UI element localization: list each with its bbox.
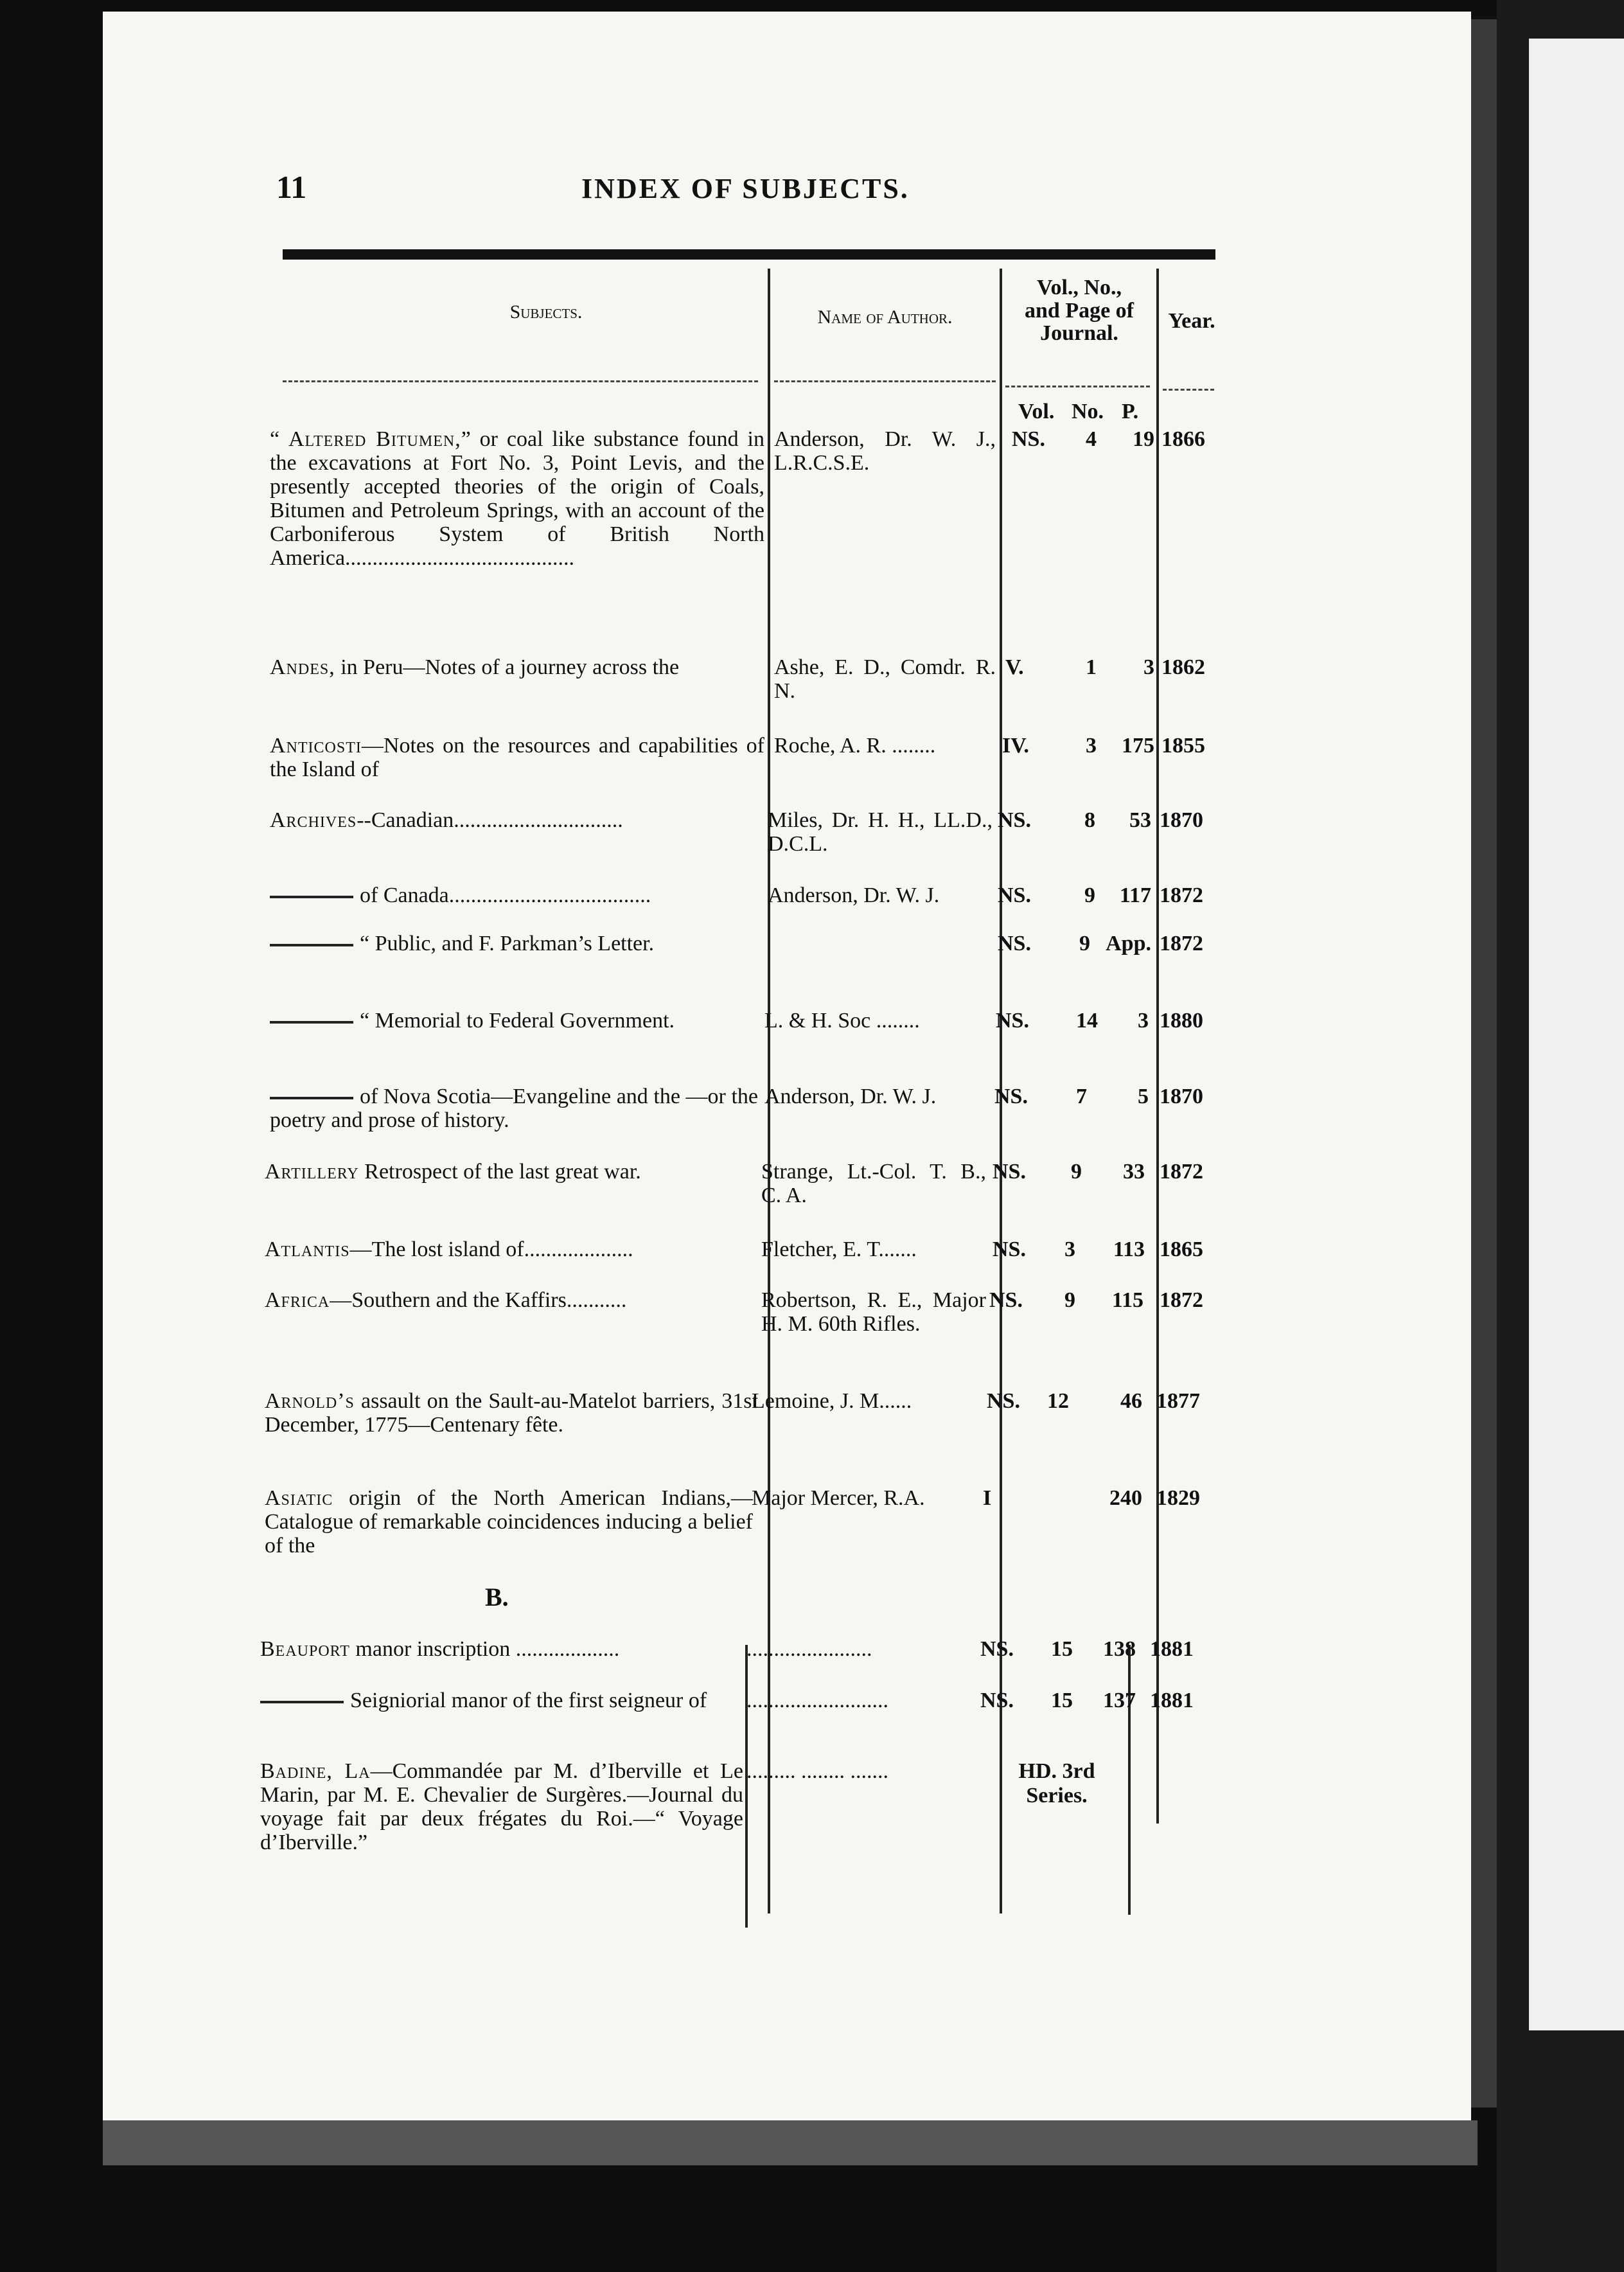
index-entry-year: 1872 [1160, 1160, 1203, 1184]
index-entry-number: 15 [1051, 1689, 1073, 1712]
ditto-dash [270, 944, 353, 946]
page-edge-shadow [1471, 19, 1497, 2108]
index-entry-page: 117 [1119, 883, 1151, 907]
column-divider-lower-author [745, 1645, 748, 1928]
subject-keyword: Andes, [270, 655, 335, 679]
subject-text: origin of the North American Indians,—Catalogue of remarkable coincidences inducing a belief of the [265, 1486, 753, 1558]
index-entry-series: NS. [998, 883, 1031, 907]
subject-text: ” or coal like substance found in the excavations at Fort No. 3, Point Levis, and the presently accepted theories of the origin of Coals, Bitumen and Petroleum Springs, with an account of the Carboniferous System of British North America.......................................... [270, 427, 764, 570]
index-entry-series: NS. [993, 1238, 1026, 1261]
index-entry-number: 9 [1084, 883, 1095, 907]
index-entry-page: 46 [1120, 1389, 1142, 1413]
subject-text: in Peru—Notes of a journey across the [335, 655, 680, 679]
column-divider-year [1156, 269, 1159, 1824]
index-entry-series: NS. [994, 1085, 1028, 1108]
index-entry-number: 9 [1071, 1160, 1082, 1184]
subject-text: assault on the Sault-au-Matelot barriers, 31st December, 1775—Centenary fête. [265, 1389, 758, 1437]
index-entry-number: 15 [1051, 1637, 1073, 1661]
column-header-vol-line2: and Page of [1025, 298, 1134, 323]
index-entry-author: Miles, Dr. H. H., LL.D., D.C.L. [768, 808, 993, 856]
index-entry-year: 1877 [1156, 1389, 1200, 1413]
column-header-subjects: Subjects. [509, 301, 583, 323]
index-entry-subject [270, 734, 764, 781]
index-entry-subject [270, 932, 764, 955]
running-title: INDEX OF SUBJECTS. [581, 173, 910, 204]
header-dashed-rule [1005, 386, 1150, 387]
index-entry-year: 1855 [1161, 734, 1205, 758]
index-entry-subject [265, 1486, 753, 1558]
column-divider-lower-vol [1128, 1645, 1131, 1915]
index-entry-series: NS. [998, 808, 1031, 832]
index-entry-year: 1870 [1160, 1085, 1203, 1108]
ditto-dash [270, 1021, 353, 1024]
index-entry-year: 1872 [1160, 883, 1203, 907]
column-header-vol-line1: Vol., No., [1037, 276, 1122, 299]
index-entry-subject [265, 1160, 758, 1184]
index-entry-author: Anderson, Dr. W. J., L.R.C.S.E. [774, 427, 996, 475]
index-entry-number: 14 [1076, 1009, 1098, 1033]
index-entry-author: Strange, Lt.-Col. T. B., C. A. [761, 1160, 986, 1207]
index-entry-series: NS. [993, 1160, 1026, 1184]
index-entry-page: 5 [1138, 1085, 1149, 1108]
index-entry-page: 240 [1109, 1486, 1142, 1510]
subject-keyword: Arnold’s [265, 1389, 355, 1413]
column-header-vol [1002, 276, 1156, 345]
index-entry-year: 1870 [1160, 808, 1203, 832]
index-entry-number: 7 [1076, 1085, 1087, 1108]
subject-keyword: Beauport [260, 1637, 350, 1661]
index-entry-author: Robertson, R. E., Major H. M. 60th Rifles. [761, 1288, 986, 1336]
index-entry-subject [270, 1009, 758, 1033]
index-entry-number: 9 [1064, 1288, 1075, 1312]
section-heading-b: B. [485, 1583, 509, 1611]
subject-text: of Canada..................................... [360, 883, 651, 907]
subject-text: —Southern and the Kaffirs........... [330, 1288, 627, 1312]
index-entry-series: NS. [998, 932, 1031, 955]
index-entry-year: 1866 [1161, 427, 1205, 451]
index-entry-year: 1872 [1160, 932, 1203, 955]
index-entry-page: 137 [1103, 1689, 1136, 1712]
index-entry-author: Ashe, E. D., Comdr. R. N. [774, 655, 996, 703]
subject-keyword: Anticosti [270, 734, 362, 758]
index-entry-number: 12 [1047, 1389, 1069, 1413]
index-entry-page: 3 [1138, 1009, 1149, 1033]
index-entry-series: IV. [1002, 734, 1029, 758]
index-entry-series: I [983, 1486, 992, 1510]
index-entry-page: App. [1106, 932, 1151, 955]
subject-text: --Canadian............................... [357, 808, 623, 832]
header-dashed-rule [774, 380, 996, 382]
subheader-p: P. [1122, 400, 1139, 423]
header-dashed-rule [283, 380, 758, 382]
index-entry-page: 53 [1129, 808, 1151, 832]
page-number: 11 [276, 169, 307, 205]
subject-text: —Notes on the resources and capabilities of the Island of [270, 734, 764, 781]
index-entry-author: Roche, A. R. ........ [774, 734, 936, 758]
subject-text: manor inscription ................... [349, 1637, 620, 1661]
header-dashed-rule [1163, 389, 1214, 391]
subject-keyword: Artillery [265, 1160, 359, 1184]
index-entry-year: 1881 [1150, 1689, 1194, 1712]
index-entry-series: NS. [989, 1288, 1023, 1312]
index-entry-series: HD. 3rd Series. [1018, 1759, 1095, 1807]
index-entry-subject [270, 655, 764, 679]
index-entry-year: 1881 [1150, 1637, 1194, 1661]
column-header-author: Name of Author. [817, 306, 953, 328]
index-entry-author: .......................... [746, 1689, 888, 1712]
index-entry-year: 1829 [1156, 1486, 1200, 1510]
column-header-year: Year. [1168, 309, 1215, 333]
ditto-dash [260, 1701, 344, 1703]
facing-page-edge [1529, 39, 1624, 2030]
index-entry-author: Lemoine, J. M...... [752, 1389, 912, 1413]
index-entry-author: Major Mercer, R.A. [752, 1486, 925, 1510]
index-entry-subject [270, 1085, 758, 1132]
index-entry-number: 4 [1086, 427, 1097, 451]
index-entry-series: NS. [1012, 427, 1045, 451]
index-entry-series: NS. [987, 1389, 1020, 1413]
index-entry-subject [265, 1238, 758, 1261]
index-entry-series: V. [1005, 655, 1024, 679]
page-bottom-shadow [103, 2120, 1478, 2165]
index-entry-author: ....................... [746, 1637, 872, 1661]
index-entry-number: 9 [1079, 932, 1090, 955]
index-entry-year: 1880 [1160, 1009, 1203, 1033]
subject-keyword: Archives [270, 808, 357, 832]
index-entry-year: 1872 [1160, 1288, 1203, 1312]
ditto-dash [270, 1097, 353, 1099]
index-entry-page: 3 [1143, 655, 1154, 679]
index-entry-subject [265, 1288, 758, 1312]
subject-text: “ Public, and F. Parkman’s Letter. [360, 932, 655, 955]
index-entry-page: 33 [1123, 1160, 1145, 1184]
open-quote: “ [270, 427, 288, 451]
index-entry-subject [265, 1389, 758, 1437]
subject-keyword: Atlantis [265, 1238, 350, 1261]
index-entry-year: 1865 [1160, 1238, 1203, 1261]
subject-keyword: Asiatic [265, 1486, 333, 1510]
index-entry-author: Fletcher, E. T....... [761, 1238, 917, 1261]
subject-keyword: Africa [265, 1288, 330, 1312]
index-entry-page: 19 [1133, 427, 1154, 451]
subject-text: —The lost island of.................... [349, 1238, 633, 1261]
index-entry-number: 8 [1084, 808, 1095, 832]
header-thick-rule [283, 249, 1215, 260]
index-entry-author: Anderson, Dr. W. J. [764, 1085, 937, 1108]
index-entry-subject [270, 883, 764, 907]
index-entry-subject [270, 808, 764, 832]
index-entry-number: 3 [1064, 1238, 1075, 1261]
index-entry-page: 115 [1111, 1288, 1143, 1312]
subheader-vol: Vol. [1018, 400, 1055, 423]
subject-text: —Commandée par M. d’Iberville et Le Marin, par M. E. Chevalier de Surgères.—Journal du voyage fait par deux frégates du Roi.—“ Voyage d’Iberville.” [260, 1759, 743, 1854]
index-entry-number: 3 [1086, 734, 1097, 758]
index-entry-author: ......... ........ ....... [746, 1759, 888, 1783]
index-entry-year: 1862 [1161, 655, 1205, 679]
index-entry-page: 175 [1122, 734, 1154, 758]
subject-keyword: Badine, La [260, 1759, 371, 1783]
index-entry-subject [260, 1689, 743, 1712]
subheader-no: No. [1072, 400, 1104, 423]
subject-text: “ Memorial to Federal Government. [360, 1009, 675, 1033]
subject-text: of Nova Scotia—Evangeline and the —or the poetry and prose of history. [270, 1085, 758, 1132]
index-entry-series: NS. [996, 1009, 1029, 1033]
index-entry-series: NS. [980, 1689, 1014, 1712]
index-entry-author: Anderson, Dr. W. J. [768, 883, 940, 907]
index-entry-subject [260, 1759, 743, 1854]
index-entry-series: NS. [980, 1637, 1014, 1661]
index-entry-subject [270, 427, 764, 570]
subject-text: Seigniorial manor of the first seigneur of [350, 1689, 707, 1712]
index-entry-page: 138 [1103, 1637, 1136, 1661]
subject-text: Retrospect of the last great war. [358, 1160, 641, 1184]
ditto-dash [270, 896, 353, 898]
index-entry-page: 113 [1113, 1238, 1145, 1261]
index-entry-subject [260, 1637, 743, 1661]
index-entry-author: L. & H. Soc ........ [764, 1009, 920, 1033]
column-header-vol-line3: Journal. [1040, 321, 1118, 346]
subject-keyword: Altered Bitumen, [288, 427, 461, 451]
index-entry-number: 1 [1086, 655, 1097, 679]
